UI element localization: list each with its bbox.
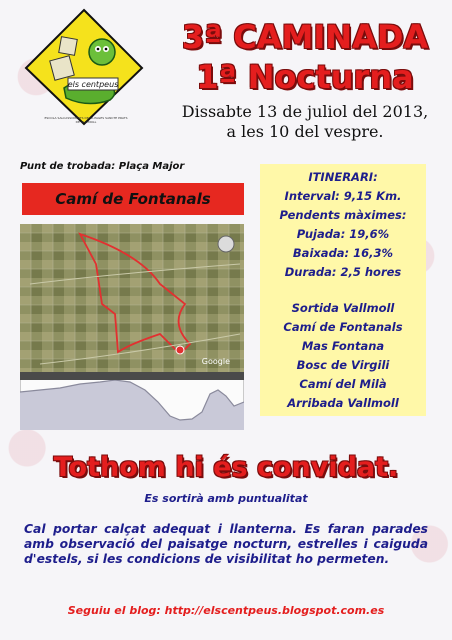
time-line: a les 10 del vespre. xyxy=(226,122,384,141)
welcome-headline: Tothom hi és convidat. xyxy=(53,452,399,483)
itinerary-stop: Arribada Vallmoll xyxy=(287,396,399,410)
logo-wordmark: els centpeus xyxy=(67,80,119,89)
route-banner xyxy=(22,183,244,215)
date-line: Dissabte 13 de juliol del 2013, xyxy=(181,102,429,121)
equipment-note: Cal portar calçat adequat i llanterna. Es faran parades amb observació del paisatge nocturn, estrelles i caiguda d'estels, si les condicions de visibilitat ho permeten. xyxy=(24,522,428,566)
itinerary-heading: ITINERARI: xyxy=(308,170,378,184)
meeting-point: Punt de trobada: Plaça Major xyxy=(20,161,185,172)
route-map xyxy=(20,224,244,372)
route-name: Camí de Fontanals xyxy=(55,190,211,208)
itinerary-uphill: Pujada: 19,6% xyxy=(296,227,390,241)
itinerary-stop: Mas Fontana xyxy=(301,339,385,353)
centpeus-logo xyxy=(24,8,144,126)
itinerary-duration: Durada: 2,5 hores xyxy=(284,265,402,279)
itinerary-stop: Bosc de Virgili xyxy=(296,358,390,372)
itinerary-stop: Camí de Fontanals xyxy=(283,320,403,334)
itinerary-downhill: Baixada: 16,3% xyxy=(292,246,394,260)
itinerary-slopes-label: Pendents màximes: xyxy=(279,208,407,222)
logo-caption: ESCOLA SALCASSOMERTS DE LA PAGES SANCTE PRATS DE VALLMOLL xyxy=(44,116,128,124)
punctuality-note: Es sortirà amb puntualitat xyxy=(144,492,308,505)
subtitle: 1ª Nocturna xyxy=(196,58,414,96)
itinerary-stop: Camí del Milà xyxy=(299,377,387,391)
itinerary-box xyxy=(260,164,426,416)
map-watermark: Google xyxy=(201,357,230,366)
blog-link[interactable]: Seguiu el blog: http://elscentpeus.blogspot.com.es xyxy=(67,604,385,617)
itinerary-stop: Sortida Vallmoll xyxy=(291,301,395,315)
elevation-profile xyxy=(20,372,244,430)
itinerary-distance: Interval: 9,15 Km. xyxy=(284,189,402,203)
main-title: 3ª CAMINADA xyxy=(181,18,429,56)
event-date xyxy=(160,102,450,142)
